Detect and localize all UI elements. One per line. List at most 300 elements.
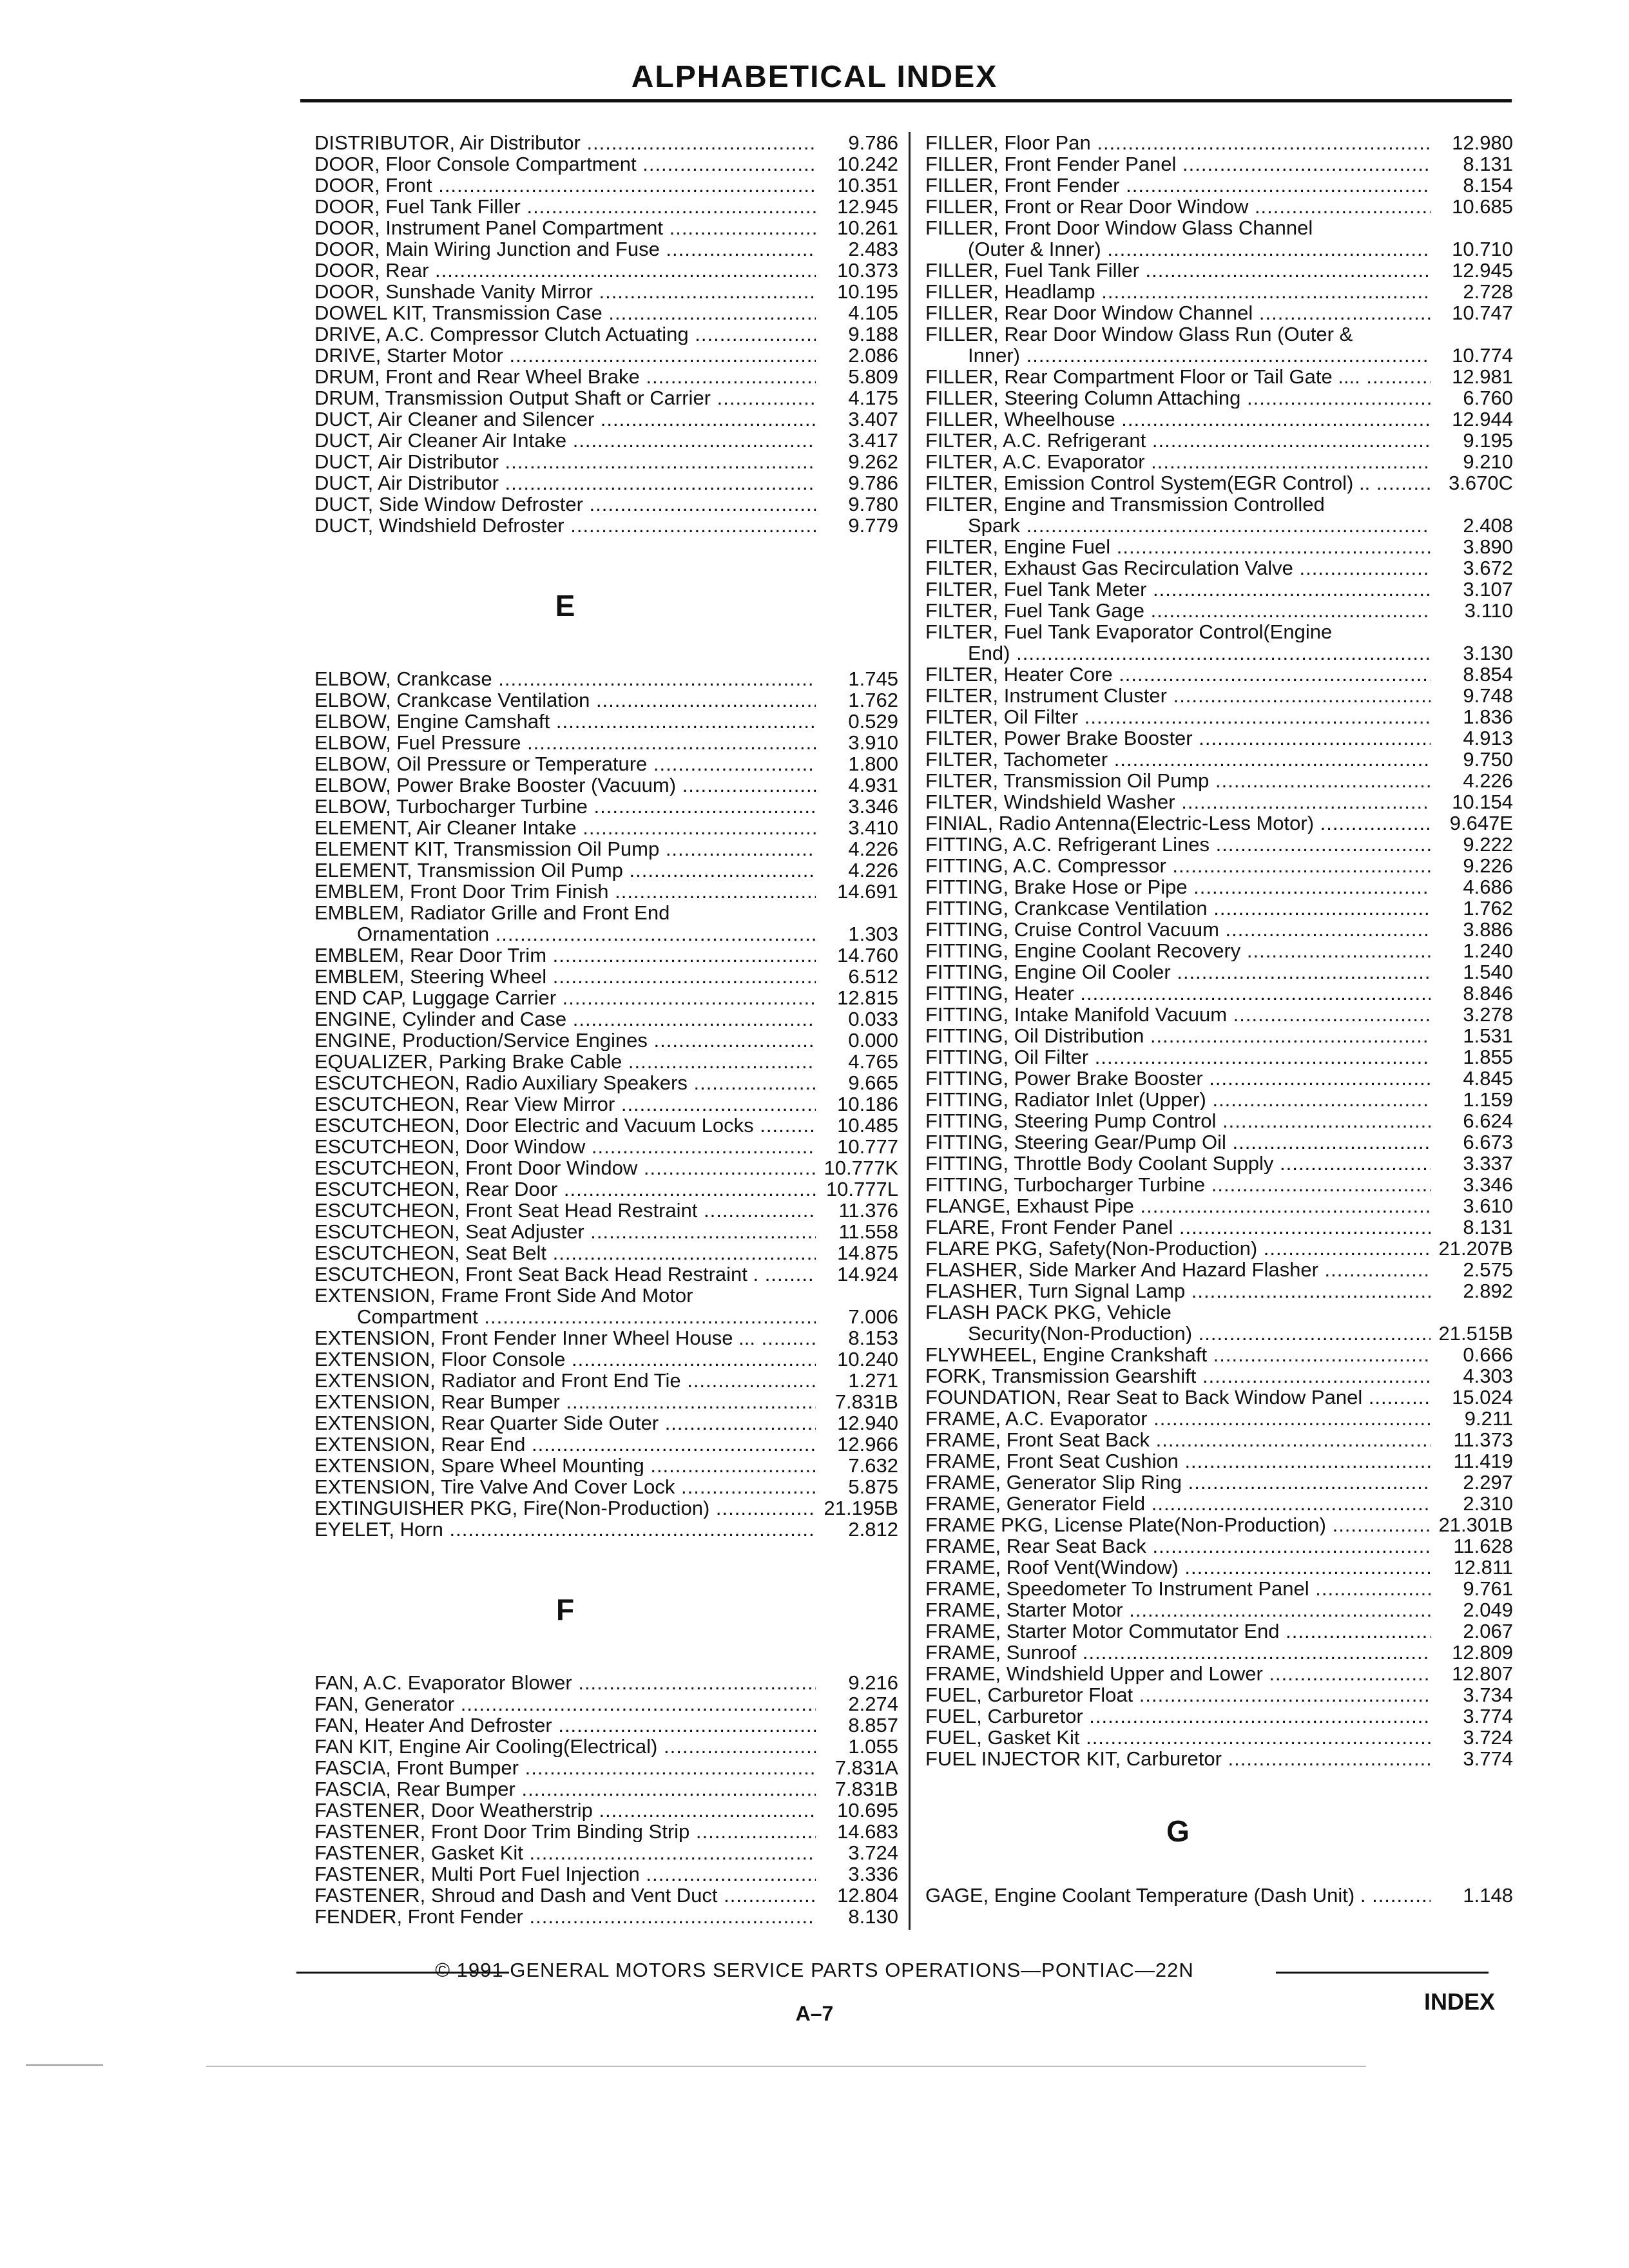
index-entry (314, 472, 898, 494)
index-entry (314, 1391, 898, 1412)
entry-page-ref: 7.831B (834, 1778, 898, 1800)
index-entry (925, 1642, 1513, 1663)
index-entry (314, 366, 898, 387)
index-entry (925, 579, 1513, 600)
entry-name: DRUM, Front and Rear Wheel Brake ..... (314, 366, 816, 387)
section-letter-g: G (1166, 1814, 1190, 1848)
index-entry (925, 1174, 1513, 1195)
entry-name: FUEL, Carburetor ..... (925, 1706, 1431, 1727)
entry-name: DOOR, Front ..... (314, 175, 816, 196)
index-entry (925, 1238, 1513, 1259)
entry-page-ref: 3.670C (1449, 472, 1513, 494)
entry-page-ref: 10.261 (837, 216, 898, 239)
entry-name: FILTER, Heater Core ..... (925, 664, 1431, 685)
entry-page-ref: 4.931 (848, 774, 898, 796)
entry-name: FUEL, Gasket Kit ..... (925, 1727, 1431, 1748)
index-entry (314, 1200, 898, 1221)
entry-page-ref: 10.242 (837, 153, 898, 175)
entry-name: ESCUTCHEON, Front Door Window ..... (314, 1157, 816, 1178)
index-entry (314, 323, 898, 345)
entry-page-ref: 3.724 (1463, 1726, 1513, 1749)
entry-page-ref: 10.695 (837, 1799, 898, 1821)
entry-name: DUCT, Air Distributor ..... (314, 451, 816, 472)
index-entry (314, 408, 898, 430)
entry-page-ref: 12.815 (837, 986, 898, 1009)
entry-name: EMBLEM, Rear Door Trim ..... (314, 945, 816, 966)
index-entry (314, 260, 898, 281)
index-entry (314, 1030, 898, 1051)
index-entry (314, 1736, 898, 1757)
index-entry (925, 323, 1513, 345)
index-entry (925, 706, 1513, 727)
entry-page-ref: 3.130 (1463, 642, 1513, 664)
entry-page-ref: 9.786 (848, 472, 898, 494)
entry-name: FITTING, Engine Coolant Recovery ..... (925, 940, 1431, 961)
index-entry (314, 1306, 898, 1327)
entry-name: FORK, Transmission Gearshift ..... (925, 1365, 1431, 1387)
entry-page-ref: 12.940 (837, 1412, 898, 1434)
index-entry (314, 132, 898, 153)
entry-name: FILLER, Front or Rear Door Window ..... (925, 196, 1431, 217)
index-entry (314, 1242, 898, 1264)
entry-name: FASCIA, Rear Bumper ..... (314, 1778, 816, 1800)
index-entry (925, 557, 1513, 579)
entry-page-ref: 10.710 (1452, 238, 1513, 260)
entry-name: DOOR, Floor Console Compartment ..... (314, 153, 816, 175)
index-entry (925, 727, 1513, 749)
column-divider (909, 132, 911, 1930)
section-label: INDEX (1424, 1988, 1496, 2015)
entry-name: FRAME, Front Seat Cushion ..... (925, 1450, 1431, 1472)
entry-name: DRIVE, Starter Motor ..... (314, 345, 816, 366)
right-column (925, 132, 1513, 1906)
entry-page-ref: 9.665 (848, 1072, 898, 1094)
index-entry (314, 774, 898, 796)
entry-page-ref: 7.632 (848, 1454, 898, 1477)
entry-page-ref: 4.105 (848, 302, 898, 324)
entry-name: FRAME, Starter Motor Commutator End ..... (925, 1620, 1431, 1642)
index-entry (925, 1557, 1513, 1578)
entry-name: FRAME, Starter Motor ..... (925, 1599, 1431, 1620)
entry-name: FILTER, Power Brake Booster ..... (925, 727, 1431, 749)
entry-name: EXTINGUISHER PKG, Fire(Non-Production) ..... (314, 1497, 816, 1519)
entry-page-ref: 2.049 (1463, 1599, 1513, 1621)
entry-page-ref: 2.274 (848, 1693, 898, 1715)
entry-page-ref: 2.310 (1463, 1492, 1513, 1515)
entry-name: FUEL INJECTOR KIT, Carburetor ..... (925, 1748, 1431, 1769)
entry-page-ref: 14.875 (837, 1242, 898, 1264)
entry-page-ref: 12.945 (837, 195, 898, 218)
index-entry (314, 1136, 898, 1157)
index-entry (314, 281, 898, 302)
entry-page-ref: 4.303 (1463, 1365, 1513, 1387)
entry-name: DUCT, Air Distributor ..... (314, 472, 816, 494)
index-entry (925, 1684, 1513, 1706)
entry-name: FILLER, Rear Door Window Glass Run (Outer & (925, 323, 1353, 345)
entry-name: ELEMENT, Transmission Oil Pump ..... (314, 860, 816, 881)
index-entry (925, 1153, 1513, 1174)
entry-page-ref: 6.760 (1463, 387, 1513, 409)
entry-page-ref: 3.346 (1463, 1173, 1513, 1196)
index-entry (925, 961, 1513, 983)
entry-page-ref: 3.346 (848, 795, 898, 818)
index-entry (925, 1365, 1513, 1387)
entry-name: FILLER, Front Fender ..... (925, 175, 1431, 196)
entry-page-ref: 2.086 (848, 344, 898, 367)
index-entry (314, 668, 898, 689)
entry-name: FILTER, Transmission Oil Pump ..... (925, 770, 1431, 791)
index-entry (314, 1476, 898, 1497)
entry-page-ref: 1.240 (1463, 939, 1513, 962)
entry-page-ref: 11.419 (1453, 1450, 1513, 1472)
entry-page-ref: 8.846 (1463, 982, 1513, 1004)
entry-page-ref: 14.924 (837, 1263, 898, 1285)
entry-name: FRAME, A.C. Evaporator ..... (925, 1408, 1431, 1429)
entry-name: EXTENSION, Rear Quarter Side Outer ..... (314, 1412, 816, 1434)
entry-name: FITTING, Crankcase Ventilation ..... (925, 898, 1431, 919)
index-entry (925, 430, 1513, 451)
index-entry (925, 1429, 1513, 1450)
index-entry (925, 664, 1513, 685)
index-entry (925, 1195, 1513, 1216)
entry-name: FITTING, Oil Distribution ..... (925, 1025, 1431, 1046)
entry-name: FUEL, Carburetor Float ..... (925, 1684, 1431, 1706)
entry-name: ESCUTCHEON, Seat Adjuster ..... (314, 1221, 816, 1242)
entry-name: EXTENSION, Floor Console ..... (314, 1349, 816, 1370)
entry-name: FITTING, Turbocharger Turbine ..... (925, 1174, 1431, 1195)
index-entry (314, 217, 898, 238)
entry-name: FLANGE, Exhaust Pipe ..... (925, 1195, 1431, 1216)
index-entry (925, 1302, 1513, 1323)
entry-page-ref: 14.760 (837, 944, 898, 966)
index-entry (314, 1778, 898, 1800)
index-entry (314, 966, 898, 987)
index-entry (925, 387, 1513, 408)
entry-page-ref: 1.745 (848, 668, 898, 690)
index-entry (925, 408, 1513, 430)
entry-page-ref: 0.666 (1463, 1343, 1513, 1366)
index-entry (925, 1089, 1513, 1110)
index-entry (925, 1620, 1513, 1642)
entry-page-ref: 4.226 (1463, 769, 1513, 792)
index-entry (314, 1715, 898, 1736)
entry-page-ref: 9.779 (848, 514, 898, 537)
entry-page-ref: 5.809 (848, 365, 898, 388)
entry-page-ref: 7.831B (834, 1390, 898, 1413)
entry-name: FLASHER, Side Marker And Hazard Flasher ..... (925, 1259, 1431, 1280)
entry-name: FAN, Generator ..... (314, 1693, 816, 1715)
entry-name: FITTING, A.C. Refrigerant Lines ..... (925, 834, 1431, 855)
index-entry (925, 1216, 1513, 1238)
entry-page-ref: 14.683 (837, 1820, 898, 1843)
index-entry (314, 1863, 898, 1885)
entry-name: ESCUTCHEON, Front Seat Back Head Restraint . ..... (314, 1264, 816, 1285)
index-entry (925, 153, 1513, 175)
entry-name: EMBLEM, Radiator Grille and Front End (314, 902, 670, 923)
scan-artifact (206, 2066, 1366, 2067)
entry-name: Spark ..... (968, 515, 1431, 536)
entry-page-ref: 0.033 (848, 1008, 898, 1030)
entry-page-ref: 8.153 (848, 1327, 898, 1349)
entry-page-ref: 3.774 (1463, 1747, 1513, 1770)
index-entry (314, 1757, 898, 1778)
entry-page-ref: 21.515B (1438, 1322, 1513, 1345)
entry-page-ref: 12.945 (1452, 259, 1513, 282)
entry-page-ref: 21.207B (1438, 1237, 1513, 1260)
entry-name: FRAME, Rear Seat Back ..... (925, 1535, 1431, 1557)
entry-name: FINIAL, Radio Antenna(Electric-Less Motor) ..... (925, 812, 1431, 834)
entry-page-ref: 9.748 (1463, 684, 1513, 707)
entry-page-ref: 3.734 (1463, 1684, 1513, 1706)
entry-page-ref: 2.575 (1463, 1258, 1513, 1281)
entry-name: FRAME, Roof Vent(Window) ..... (925, 1557, 1431, 1578)
entry-name: ELBOW, Crankcase Ventilation ..... (314, 689, 816, 711)
entry-page-ref: 1.762 (1463, 897, 1513, 919)
page-title: ALPHABETICAL INDEX (631, 60, 998, 94)
entry-name: ESCUTCHEON, Seat Belt ..... (314, 1242, 816, 1264)
index-entry (925, 1004, 1513, 1025)
entry-page-ref: 0.000 (848, 1029, 898, 1052)
entry-name: FILTER, A.C. Evaporator ..... (925, 451, 1431, 472)
entry-name: FILLER, Floor Pan ..... (925, 132, 1431, 153)
entry-page-ref: 10.777K (824, 1157, 898, 1179)
index-entry (925, 1408, 1513, 1429)
entry-page-ref: 8.154 (1463, 174, 1513, 197)
entry-name: FITTING, A.C. Compressor ..... (925, 855, 1431, 876)
entry-page-ref: 1.800 (848, 753, 898, 775)
entry-page-ref: 12.944 (1452, 408, 1513, 430)
entry-name: FASTENER, Door Weatherstrip ..... (314, 1800, 816, 1821)
index-entry (925, 1280, 1513, 1302)
entry-name: FASTENER, Front Door Trim Binding Strip ..... (314, 1821, 816, 1842)
entry-page-ref: 1.540 (1463, 961, 1513, 983)
index-entry (925, 642, 1513, 664)
index-entry (925, 238, 1513, 260)
entry-name: EXTENSION, Front Fender Inner Wheel House ... ..... (314, 1327, 816, 1349)
entry-name: FLASH PACK PKG, Vehicle (925, 1302, 1171, 1323)
entry-name: DUCT, Air Cleaner Air Intake ..... (314, 430, 816, 451)
entry-page-ref: 4.226 (848, 859, 898, 881)
entry-page-ref: 3.724 (848, 1841, 898, 1864)
entry-name: FITTING, Steering Gear/Pump Oil ..... (925, 1131, 1431, 1153)
index-entry (314, 1178, 898, 1200)
index-entry (925, 1259, 1513, 1280)
entry-page-ref: 21.195B (824, 1497, 898, 1519)
index-entry (925, 1706, 1513, 1727)
left-column (314, 132, 898, 1927)
entry-page-ref: 12.804 (837, 1884, 898, 1907)
entry-page-ref: 9.226 (1463, 854, 1513, 877)
entry-page-ref: 10.373 (837, 259, 898, 282)
entry-page-ref: 1.271 (848, 1369, 898, 1392)
index-entry (925, 175, 1513, 196)
scan-artifact (26, 2064, 103, 2066)
entry-page-ref: 3.910 (848, 731, 898, 754)
entry-page-ref: 12.981 (1452, 365, 1513, 388)
entry-page-ref: 9.195 (1463, 429, 1513, 452)
index-entry (314, 1906, 898, 1927)
entry-page-ref: 10.351 (837, 174, 898, 197)
entry-name: FILTER, Emission Control System(EGR Control) .. ..... (925, 472, 1431, 494)
entry-name: FLASHER, Turn Signal Lamp ..... (925, 1280, 1431, 1302)
index-entry (925, 855, 1513, 876)
entry-page-ref: 2.408 (1463, 514, 1513, 537)
entry-name: ESCUTCHEON, Front Seat Head Restraint ..... (314, 1200, 816, 1221)
entry-page-ref: 3.278 (1463, 1003, 1513, 1026)
entry-page-ref: 7.006 (848, 1305, 898, 1328)
entry-name: FILTER, Fuel Tank Meter ..... (925, 579, 1431, 600)
entry-name: DOWEL KIT, Transmission Case ..... (314, 302, 816, 323)
entry-name: DUCT, Side Window Defroster ..... (314, 494, 816, 515)
index-entry (925, 1450, 1513, 1472)
entry-page-ref: 15.024 (1452, 1386, 1513, 1408)
index-entry (314, 1093, 898, 1115)
index-entry (314, 345, 898, 366)
index-entry (925, 196, 1513, 217)
index-entry (314, 430, 898, 451)
entry-page-ref: 9.210 (1463, 450, 1513, 473)
entry-name: DUCT, Air Cleaner and Silencer ..... (314, 408, 816, 430)
entry-name: FASTENER, Multi Port Fuel Injection ..... (314, 1863, 816, 1885)
index-entry (925, 1493, 1513, 1514)
entry-name: FITTING, Brake Hose or Pipe ..... (925, 876, 1431, 898)
index-entry (314, 451, 898, 472)
entry-name: FENDER, Front Fender ..... (314, 1906, 816, 1927)
index-entry (925, 919, 1513, 940)
entry-name: ELBOW, Fuel Pressure ..... (314, 732, 816, 753)
entry-page-ref: 3.417 (848, 429, 898, 452)
entry-page-ref: 9.188 (848, 323, 898, 345)
index-entry (925, 302, 1513, 323)
index-entry (925, 1131, 1513, 1153)
index-entry (314, 238, 898, 260)
entry-name: FILLER, Fuel Tank Filler ..... (925, 260, 1431, 281)
entry-page-ref: 3.774 (1463, 1705, 1513, 1727)
entry-name: FAN, A.C. Evaporator Blower ..... (314, 1672, 816, 1693)
index-entry (314, 153, 898, 175)
entry-name: ELBOW, Oil Pressure or Temperature ..... (314, 753, 816, 774)
entry-name: FRAME PKG, License Plate(Non-Production) ..... (925, 1514, 1431, 1535)
entry-name: FILTER, Exhaust Gas Recirculation Valve ..... (925, 557, 1431, 579)
entry-page-ref: 10.777 (837, 1135, 898, 1158)
index-entry (925, 1748, 1513, 1769)
entry-name: FILTER, Windshield Washer ..... (925, 791, 1431, 812)
entry-page-ref: 3.672 (1463, 557, 1513, 579)
entry-page-ref: 1.531 (1463, 1024, 1513, 1047)
entry-name: FRAME, Generator Field ..... (925, 1493, 1431, 1514)
entry-page-ref: 3.336 (848, 1863, 898, 1885)
index-entry (314, 1370, 898, 1391)
entry-name: EMBLEM, Steering Wheel ..... (314, 966, 816, 987)
entry-page-ref: 9.211 (1464, 1407, 1513, 1430)
entry-page-ref: 3.407 (848, 408, 898, 430)
entry-name: ESCUTCHEON, Door Window ..... (314, 1136, 816, 1157)
entry-name: DRUM, Transmission Output Shaft or Carrier ..... (314, 387, 816, 408)
entry-name: ELEMENT, Air Cleaner Intake ..... (314, 817, 816, 838)
entry-page-ref: 2.812 (848, 1518, 898, 1541)
entry-page-ref: 1.836 (1463, 706, 1513, 728)
entry-page-ref: 8.131 (1463, 1216, 1513, 1238)
entry-name: ELBOW, Crankcase ..... (314, 668, 816, 689)
entry-name: EXTENSION, Spare Wheel Mounting ..... (314, 1455, 816, 1476)
entry-page-ref: 3.410 (848, 816, 898, 839)
index-entry (314, 1519, 898, 1540)
index-group-f (314, 1672, 898, 1927)
entry-name: FITTING, Intake Manifold Vacuum ..... (925, 1004, 1431, 1025)
entry-page-ref: 2.297 (1463, 1471, 1513, 1494)
index-entry (314, 1434, 898, 1455)
index-entry (314, 1672, 898, 1693)
index-entry (925, 600, 1513, 621)
entry-page-ref: 10.777L (825, 1178, 898, 1200)
index-entry (925, 1323, 1513, 1344)
entry-page-ref: 6.512 (848, 965, 898, 988)
entry-page-ref: 8.857 (848, 1714, 898, 1736)
entry-name: FITTING, Steering Pump Control ..... (925, 1110, 1431, 1131)
index-entry (314, 175, 898, 196)
index-entry (925, 1025, 1513, 1046)
entry-name: ESCUTCHEON, Rear View Mirror ..... (314, 1093, 816, 1115)
index-entry (314, 1072, 898, 1093)
entry-name: DUCT, Windshield Defroster ..... (314, 515, 816, 536)
entry-page-ref: 10.685 (1452, 195, 1513, 218)
entry-page-ref: 3.107 (1463, 578, 1513, 601)
index-entry (314, 711, 898, 732)
index-entry (314, 923, 898, 945)
index-entry (314, 302, 898, 323)
entry-page-ref: 3.110 (1464, 599, 1513, 622)
index-entry (925, 345, 1513, 366)
index-entry (925, 898, 1513, 919)
index-entry (925, 1514, 1513, 1535)
entry-page-ref: 0.529 (848, 710, 898, 733)
entry-page-ref: 10.485 (837, 1114, 898, 1137)
entry-name: ELBOW, Power Brake Booster (Vacuum) ..... (314, 774, 816, 796)
entry-name: Compartment ..... (357, 1306, 816, 1327)
index-entry (925, 281, 1513, 302)
entry-name: EXTENSION, Rear End ..... (314, 1434, 816, 1455)
entry-page-ref: 1.762 (848, 689, 898, 711)
entry-page-ref: 10.747 (1452, 302, 1513, 324)
index-entry (925, 1578, 1513, 1599)
index-entry (314, 1842, 898, 1863)
index-entry (925, 940, 1513, 961)
entry-name: DOOR, Sunshade Vanity Mirror ..... (314, 281, 816, 302)
index-entry (314, 1264, 898, 1285)
index-entry (925, 536, 1513, 557)
entry-page-ref: 9.216 (848, 1671, 898, 1694)
entry-name: ENGINE, Cylinder and Case ..... (314, 1008, 816, 1030)
index-group-f-continued (925, 132, 1513, 1769)
index-entry (925, 1663, 1513, 1684)
entry-name: FITTING, Power Brake Booster ..... (925, 1068, 1431, 1089)
entry-name: FRAME, Generator Slip Ring ..... (925, 1472, 1431, 1493)
index-entry (925, 515, 1513, 536)
index-entry (925, 685, 1513, 706)
entry-name: FILTER, Oil Filter ..... (925, 706, 1431, 727)
index-entry (925, 770, 1513, 791)
index-entry (314, 387, 898, 408)
entry-name: DOOR, Rear ..... (314, 260, 816, 281)
entry-name: ELEMENT KIT, Transmission Oil Pump ..... (314, 838, 816, 860)
index-entry (314, 1008, 898, 1030)
entry-page-ref: 11.376 (838, 1199, 898, 1222)
entry-name: FILLER, Front Door Window Glass Channel (925, 217, 1313, 238)
index-entry (925, 983, 1513, 1004)
entry-name: ELBOW, Turbocharger Turbine ..... (314, 796, 816, 817)
entry-page-ref: 1.855 (1463, 1046, 1513, 1068)
entry-name: FLYWHEEL, Engine Crankshaft ..... (925, 1344, 1431, 1365)
